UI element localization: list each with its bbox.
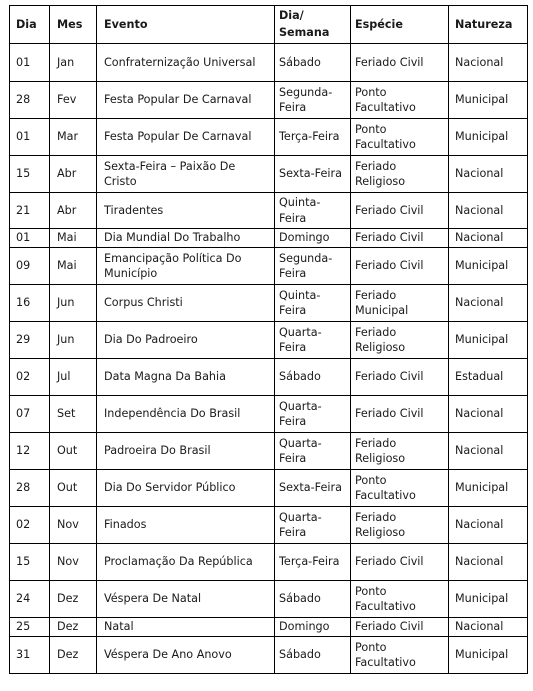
cell-dia: 29	[10, 322, 50, 359]
cell-mes: Jul	[50, 359, 97, 396]
cell-evento: Emancipação Política Do Município	[97, 248, 275, 285]
cell-especie: Feriado Civil	[351, 229, 449, 248]
cell-dia-semana: Quarta-Feira	[275, 322, 351, 359]
cell-dia: 24	[10, 581, 50, 618]
cell-evento: Festa Popular De Carnaval	[97, 119, 275, 156]
cell-natureza: Nacional	[449, 396, 528, 433]
cell-dia: 31	[10, 637, 50, 674]
cell-natureza: Municipal	[449, 581, 528, 618]
cell-dia-semana: Domingo	[275, 229, 351, 248]
cell-evento: Véspera De Natal	[97, 581, 275, 618]
table-row	[10, 193, 528, 229]
cell-dia-semana: Sábado	[275, 581, 351, 618]
cell-evento: Data Magna Da Bahia	[97, 359, 275, 396]
cell-mes: Dez	[50, 581, 97, 618]
cell-dia-semana: Terça-Feira	[275, 119, 351, 156]
cell-mes: Abr	[50, 193, 97, 229]
cell-dia: 02	[10, 359, 50, 396]
table-row	[10, 248, 528, 285]
cell-natureza: Municipal	[449, 248, 528, 285]
cell-especie: Feriado Religioso	[351, 507, 449, 544]
cell-natureza: Nacional	[449, 433, 528, 470]
cell-especie: Ponto Facultativo	[351, 637, 449, 674]
cell-dia-semana: Sábado	[275, 359, 351, 396]
cell-evento: Finados	[97, 507, 275, 544]
cell-especie: Feriado Religioso	[351, 156, 449, 193]
cell-especie: Ponto Facultativo	[351, 470, 449, 507]
cell-natureza: Nacional	[449, 544, 528, 581]
table-header-row	[10, 6, 528, 44]
cell-especie: Feriado Civil	[351, 248, 449, 285]
cell-mes: Set	[50, 396, 97, 433]
cell-mes: Abr	[50, 156, 97, 193]
cell-natureza: Municipal	[449, 322, 528, 359]
cell-mes: Mar	[50, 119, 97, 156]
cell-dia: 02	[10, 507, 50, 544]
cell-natureza: Estadual	[449, 359, 528, 396]
cell-mes: Fev	[50, 82, 97, 119]
cell-dia: 09	[10, 248, 50, 285]
cell-mes: Jan	[50, 44, 97, 82]
cell-evento: Tiradentes	[97, 193, 275, 229]
cell-mes: Out	[50, 433, 97, 470]
cell-mes: Mai	[50, 229, 97, 248]
cell-dia: 28	[10, 470, 50, 507]
cell-mes: Nov	[50, 507, 97, 544]
cell-mes: Jun	[50, 285, 97, 322]
cell-natureza: Nacional	[449, 507, 528, 544]
cell-natureza: Municipal	[449, 82, 528, 119]
cell-evento: Dia Do Padroeiro	[97, 322, 275, 359]
cell-dia: 15	[10, 544, 50, 581]
header-natureza: Natureza	[449, 6, 528, 44]
table-row	[10, 229, 528, 248]
cell-natureza: Nacional	[449, 618, 528, 637]
cell-dia-semana: Quarta-Feira	[275, 396, 351, 433]
cell-dia-semana: Domingo	[275, 618, 351, 637]
cell-natureza: Municipal	[449, 119, 528, 156]
table-row	[10, 396, 528, 433]
cell-especie: Feriado Civil	[351, 618, 449, 637]
cell-mes: Out	[50, 470, 97, 507]
cell-dia-semana: Sábado	[275, 44, 351, 82]
header-especie: Espécie	[351, 6, 449, 44]
cell-especie: Feriado Civil	[351, 44, 449, 82]
table-row	[10, 470, 528, 507]
cell-evento: Natal	[97, 618, 275, 637]
table-row	[10, 285, 528, 322]
header-dia: Dia	[10, 6, 50, 44]
cell-especie: Feriado Religioso	[351, 322, 449, 359]
cell-natureza: Municipal	[449, 637, 528, 674]
cell-dia: 28	[10, 82, 50, 119]
cell-dia: 07	[10, 396, 50, 433]
cell-especie: Ponto Facultativo	[351, 82, 449, 119]
header-mes: Mes	[50, 6, 97, 44]
header-dia-semana: Dia/ Semana	[275, 6, 351, 44]
table-row	[10, 119, 528, 156]
cell-especie: Feriado Religioso	[351, 433, 449, 470]
cell-especie: Feriado Civil	[351, 193, 449, 229]
table-row	[10, 581, 528, 618]
cell-natureza: Nacional	[449, 285, 528, 322]
cell-mes: Nov	[50, 544, 97, 581]
cell-mes: Jun	[50, 322, 97, 359]
cell-dia: 01	[10, 229, 50, 248]
cell-especie: Ponto Facultativo	[351, 581, 449, 618]
cell-dia: 01	[10, 119, 50, 156]
cell-evento: Véspera De Ano Anovo	[97, 637, 275, 674]
cell-especie: Feriado Civil	[351, 359, 449, 396]
cell-evento: Corpus Christi	[97, 285, 275, 322]
table-row	[10, 618, 528, 637]
cell-especie: Ponto Facultativo	[351, 119, 449, 156]
cell-dia-semana: Quarta-Feira	[275, 507, 351, 544]
cell-dia-semana: Terça-Feira	[275, 544, 351, 581]
cell-especie: Feriado Municipal	[351, 285, 449, 322]
table-row	[10, 359, 528, 396]
cell-dia: 16	[10, 285, 50, 322]
cell-dia-semana: Sexta-Feira	[275, 470, 351, 507]
cell-evento: Dia Mundial Do Trabalho	[97, 229, 275, 248]
cell-evento: Padroeira Do Brasil	[97, 433, 275, 470]
table-row	[10, 507, 528, 544]
cell-evento: Confraternização Universal	[97, 44, 275, 82]
header-evento: Evento	[97, 6, 275, 44]
cell-natureza: Nacional	[449, 229, 528, 248]
cell-dia-semana: Sábado	[275, 637, 351, 674]
table-row	[10, 637, 528, 674]
cell-mes: Dez	[50, 618, 97, 637]
table-row	[10, 156, 528, 193]
cell-natureza: Nacional	[449, 193, 528, 229]
cell-dia-semana: Quinta-Feira	[275, 193, 351, 229]
cell-evento: Dia Do Servidor Público	[97, 470, 275, 507]
table-row	[10, 322, 528, 359]
table-row	[10, 44, 528, 82]
table-row	[10, 544, 528, 581]
cell-mes: Mai	[50, 248, 97, 285]
cell-dia-semana: Quarta-Feira	[275, 433, 351, 470]
cell-dia: 25	[10, 618, 50, 637]
cell-dia-semana: Segunda-Feira	[275, 82, 351, 119]
table-row	[10, 433, 528, 470]
cell-dia: 12	[10, 433, 50, 470]
cell-dia: 01	[10, 44, 50, 82]
cell-dia-semana: Sexta-Feira	[275, 156, 351, 193]
cell-especie: Feriado Civil	[351, 396, 449, 433]
cell-especie: Feriado Civil	[351, 544, 449, 581]
cell-natureza: Municipal	[449, 470, 528, 507]
holiday-table	[9, 5, 528, 674]
cell-evento: Independência Do Brasil	[97, 396, 275, 433]
cell-dia-semana: Segunda-Feira	[275, 248, 351, 285]
cell-dia-semana: Quinta-Feira	[275, 285, 351, 322]
cell-dia: 21	[10, 193, 50, 229]
cell-natureza: Nacional	[449, 44, 528, 82]
cell-mes: Dez	[50, 637, 97, 674]
cell-natureza: Nacional	[449, 156, 528, 193]
cell-evento: Sexta-Feira – Paixão De Cristo	[97, 156, 275, 193]
table-row	[10, 82, 528, 119]
cell-dia: 15	[10, 156, 50, 193]
cell-evento: Proclamação Da República	[97, 544, 275, 581]
cell-evento: Festa Popular De Carnaval	[97, 82, 275, 119]
